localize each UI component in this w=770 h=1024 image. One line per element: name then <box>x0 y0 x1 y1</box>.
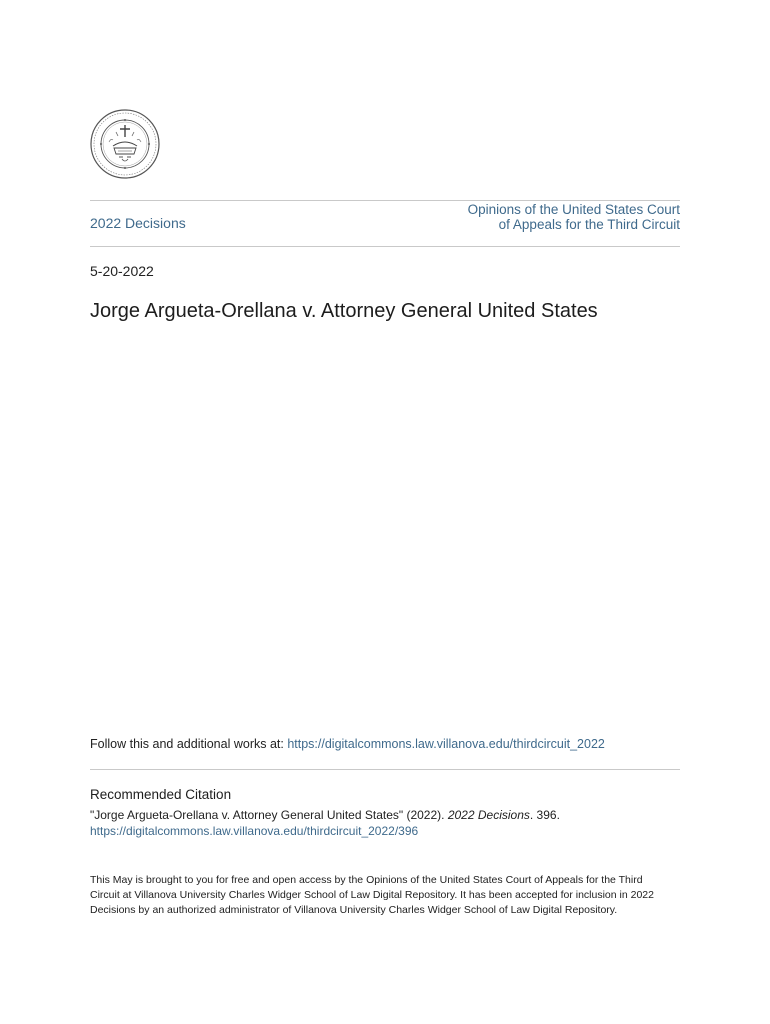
recommended-citation-heading: Recommended Citation <box>90 787 232 802</box>
citation-block <box>90 807 690 839</box>
citation-collection: 2022 Decisions <box>447 808 530 822</box>
header-bottom-divider <box>90 246 680 247</box>
series-link[interactable]: Opinions of the United States Court of Appeals for the Third Circuit <box>467 202 680 232</box>
header-top-divider <box>90 200 680 201</box>
citation-url-link[interactable]: https://digitalcommons.law.villanova.edu/thirdcircuit_2022/396 <box>90 824 419 838</box>
citation-number: . 396. <box>529 808 560 822</box>
access-notice: This May is brought to you for free and open access by the Opinions of the United States Court of Appeals for the Third Circuit at Villanova University Charles Widger School of Law Digital Repository. It has been accepted for inclusion in 2022 Decisions by an authorized administrator of Villanova University Charles Widger School of Law Digital Repository. <box>90 874 654 916</box>
university-seal-icon <box>89 108 161 180</box>
follow-prefix: Follow this and additional works at: <box>90 737 288 751</box>
citation-text: "Jorge Argueta-Orellana v. Attorney General United States" (2022). <box>90 808 448 822</box>
collection-link[interactable]: 2022 Decisions <box>90 215 186 231</box>
follow-url-link[interactable]: https://digitalcommons.law.villanova.edu/thirdcircuit_2022 <box>287 737 605 751</box>
follow-line <box>90 737 605 751</box>
document-date: 5-20-2022 <box>90 263 154 279</box>
document-title: Jorge Argueta-Orellana v. Attorney General United States <box>90 300 598 322</box>
citation-divider <box>90 769 680 770</box>
